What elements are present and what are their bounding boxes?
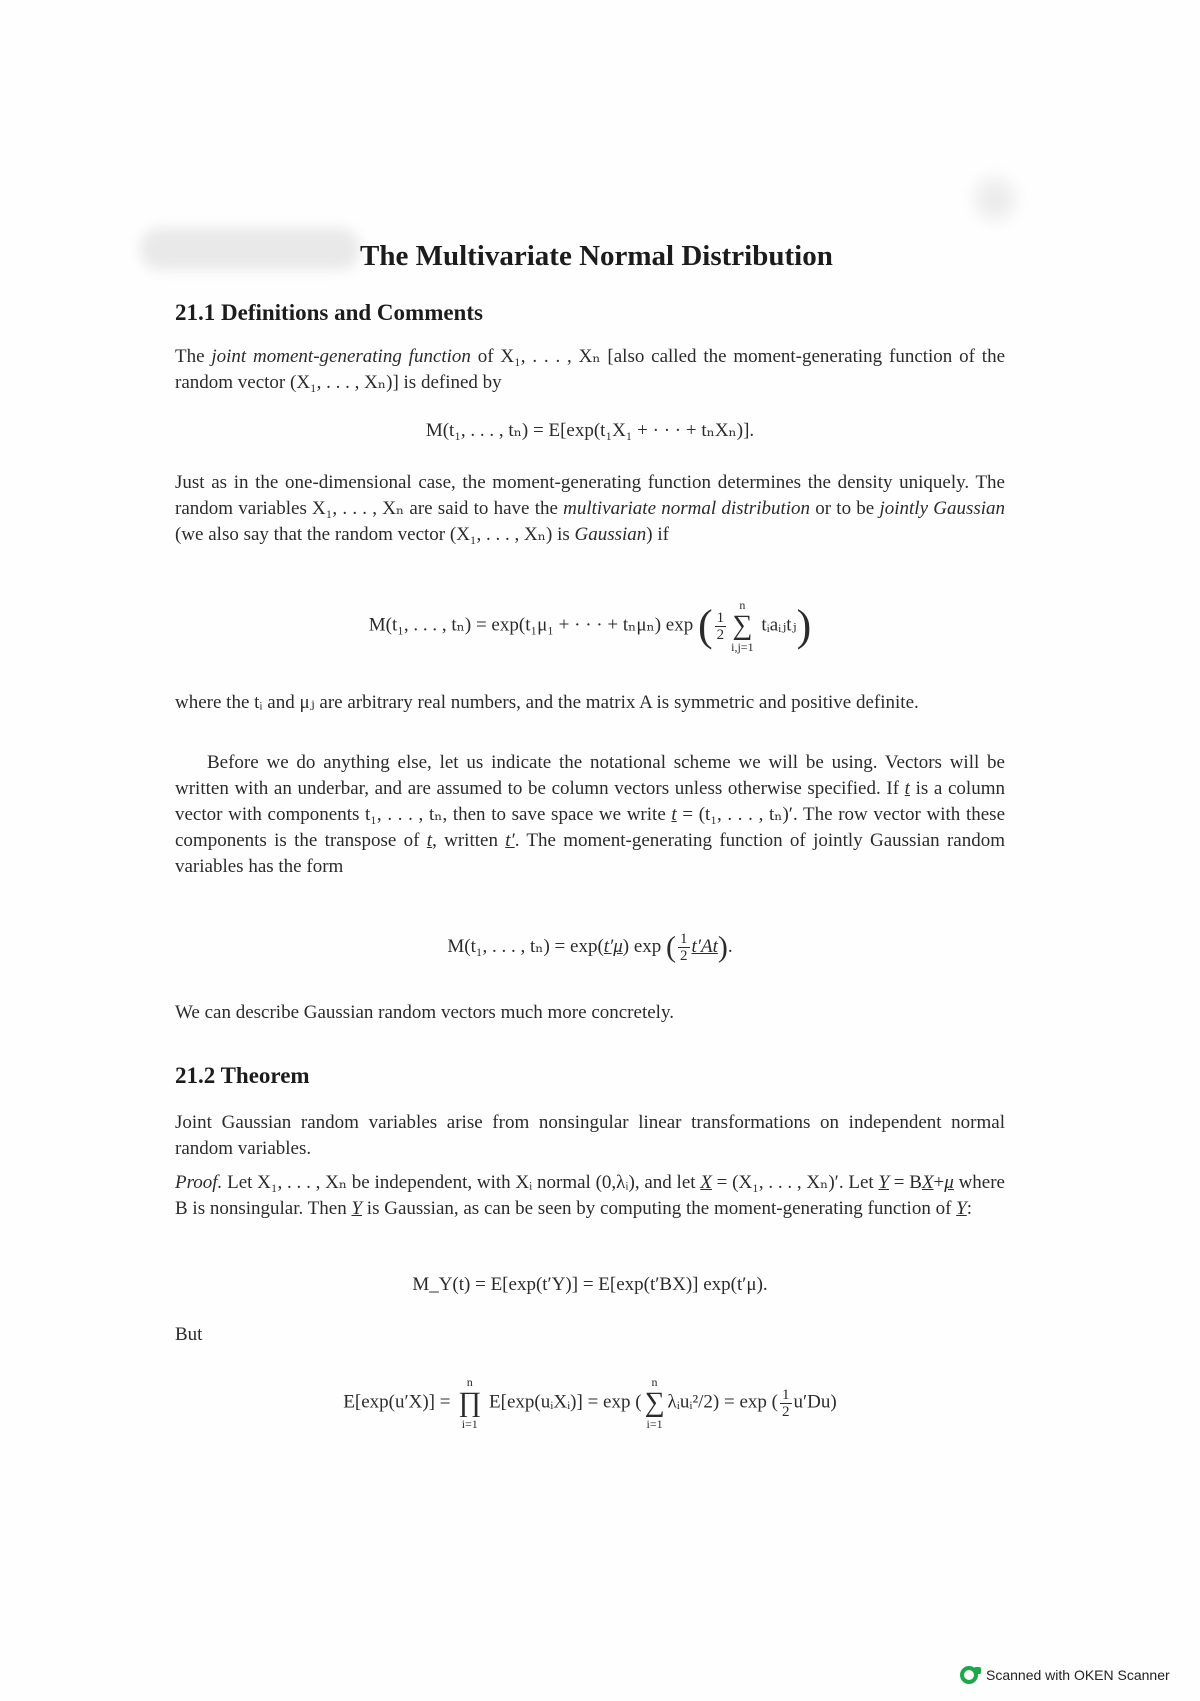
paragraph-mgf-definition: The joint moment-generating function of X₁, . . . , Xₙ [also called the moment-generating function of the random vector (X₁, . . . , Xₙ)] is defined by <box>175 346 1005 393</box>
scanner-watermark-text: Scanned with OKEN Scanner <box>986 1667 1170 1683</box>
equation-mgf-of-y: M_Y(t) = E[exp(t′Y)] = E[exp(t′BX)] exp(t′μ). <box>412 1274 768 1295</box>
equation-gaussian-mgf-vector: M(t₁, . . . , tₙ) = exp(t′μ) exp ( $\frac{1}{2}$ t′At). <box>447 930 733 965</box>
fraction-one-half-d: $\frac{1}{2}$ <box>782 1386 790 1420</box>
equation-product-expectation: E[exp(u′X)] = n ∏ i=1 E[exp(uᵢXᵢ)] = exp ( n ∑ i=1 λᵢuᵢ²/2) = exp ( $\frac{1}{2}$ u′Du) <box>343 1375 837 1431</box>
fraction-one-half-vector: $\frac{1}{2}$ <box>680 931 688 965</box>
oken-scanner-logo-icon <box>960 1666 978 1684</box>
blurred-margin-mark <box>140 228 360 270</box>
section-heading-definitions: 21.1 Definitions and Comments <box>175 300 483 325</box>
fraction-one-half: $\frac{1}{2}$ <box>716 609 725 643</box>
chapter-title: The Multivariate Normal Distribution <box>360 240 833 272</box>
paragraph-multivariate-normal: Just as in the one-dimensional case, the moment-generating function determines the density uniquely. The random variables X₁, . . . , Xₙ are said to have the multivariate normal distribution or to be jointly Gaussian (we also say that the random vector (X₁, . . . , Xₙ) is Gaussian) if <box>175 472 1006 545</box>
section-heading-theorem: 21.2 Theorem <box>175 1063 310 1088</box>
scanner-watermark <box>960 1664 1170 1686</box>
paragraph-notation: Before we do anything else, let us indicate the notational scheme we will be using. Vectors will be written with an underbar, and are assumed to be column vectors unless otherwise specified. If t is a column vector with components t₁, . . . , tₙ, then to save space we write t = (t₁, . . . , tₙ)′. The row vector with these components is the transpose of t, written t′. The moment-generating function of jointly Gaussian random variables has the form <box>175 752 1006 877</box>
product-sign: n ∏ i=1 <box>458 1375 482 1431</box>
paragraph-real-numbers: where the tᵢ and μⱼ are arbitrary real numbers, and the matrix A is symmetric and positive definite. <box>175 692 919 713</box>
summation-sign-lambda: n ∑ i=1 <box>644 1375 665 1431</box>
equation-gaussian-mgf: M(t₁, . . . , tₙ) = exp(t₁μ₁ + · · · + tₙμₙ) exp ( $\frac{1}{2}$ n ∑ i,j=1 tᵢaᵢⱼtⱼ) <box>368 598 812 654</box>
paragraph-theorem-statement: Joint Gaussian random variables arise from nonsingular linear transformations on independent normal random variables. <box>175 1112 1005 1159</box>
paragraph-but: But <box>175 1324 203 1345</box>
paragraph-proof: Proof. Let X₁, . . . , Xₙ be independent, with Xᵢ normal (0,λᵢ), and let X = (X₁, . . . , Xₙ)′. Let Y = BX+μ where B is nonsingular. Then Y is Gaussian, as can be seen by computing the moment-generating function of Y: <box>175 1172 1005 1219</box>
equation-mgf: M(t₁, . . . , tₙ) = E[exp(t₁X₁ + · · · + tₙXₙ)]. <box>425 420 755 441</box>
blurred-corner-mark <box>975 178 1015 220</box>
summation-sign: n ∑ i,j=1 <box>731 598 754 654</box>
paragraph-concrete-description: We can describe Gaussian random vectors much more concretely. <box>175 1002 674 1023</box>
